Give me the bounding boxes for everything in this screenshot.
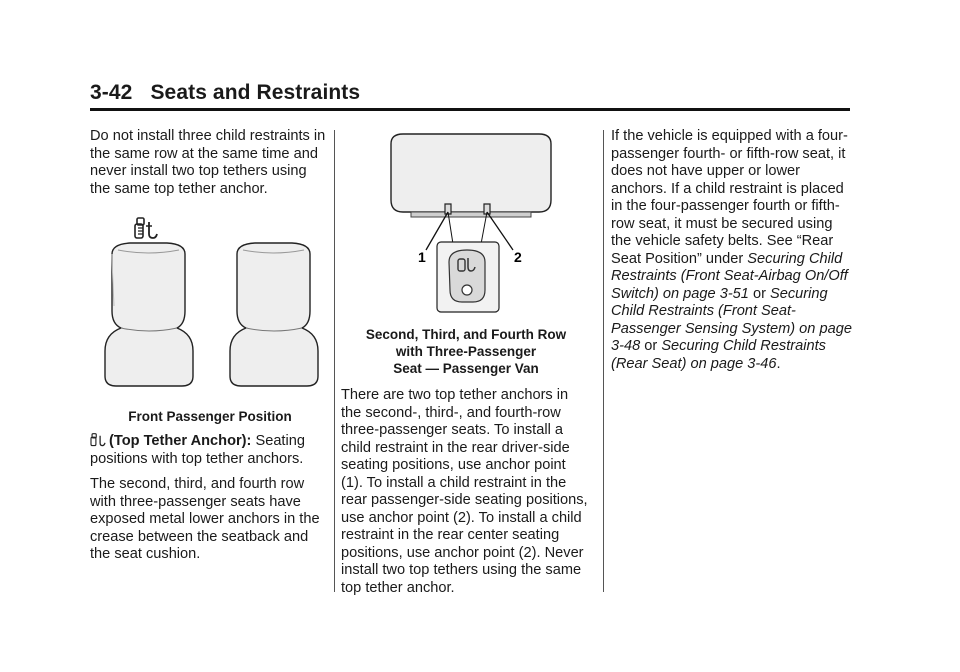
caption-line-2: with Three-Passenger — [395, 344, 537, 359]
tether-text: Seating positions with top tether anchors. — [90, 433, 305, 467]
top-tether-anchor-icon — [135, 218, 157, 238]
col3-text-4: . — [776, 355, 781, 372]
cross-reference-link-3[interactable]: Securing Child Restraints (Rear Seat) on page 3-46 — [611, 338, 826, 372]
col1-paragraph-3: The second, third, and fourth row with three-passenger seats have exposed metal lower anchors in the crease between the seatback and the seat cushion. — [90, 476, 320, 562]
callout-1: 1 — [418, 249, 426, 265]
column-divider-1 — [334, 130, 335, 592]
column-divider-2 — [603, 130, 604, 592]
col3-text-2: or — [748, 285, 771, 302]
section-title: Seats and Restraints — [150, 81, 361, 104]
header-text — [90, 80, 850, 106]
header-rule — [90, 108, 850, 111]
left-seat-shape — [105, 243, 193, 386]
caption-line-1: Second, Third, and Fourth Row — [365, 327, 567, 342]
tether-anchor-paragraph — [90, 433, 330, 468]
top-tether-anchor-icon — [90, 433, 106, 447]
front-passenger-figure — [90, 206, 330, 396]
cross-reference-link-1[interactable]: Securing Child Restraints (Front Seat-Airbag On/Off Switch) on page 3-51 — [611, 250, 848, 302]
front-passenger-caption: Front Passenger Position — [128, 409, 292, 424]
cross-reference-link-2[interactable]: Securing Child Restraints (Front Seat-Passenger Sensing System) on page 3-48 — [611, 285, 852, 354]
callout-2: 2 — [514, 249, 522, 265]
col3-paragraph-1 — [611, 128, 856, 373]
page-number: 3-42 — [90, 81, 133, 104]
col1-paragraph-1: Do not install three child restraints in the same row at the same time and never install two top tethers using the same top tether anchor. — [90, 128, 326, 197]
col2-paragraph-1: There are two top tether anchors in the second-, third-, and fourth-row three-passenger seats. To install a child restraint in the rear driver-side seating positions, use anchor point (1). To install a child restraint in the rear passenger-side seating positions, use anchor point (2). To install a child restraint in the rear center seating positions, use anchor point (2). Never install two top tethers using the same top tether anchor. — [341, 387, 588, 596]
column-3 — [611, 128, 856, 381]
page-header — [90, 80, 850, 111]
col3-text-1: If the vehicle is equipped with a four-passenger fourth- or fifth-row seat, it does not have upper or lower anchors. If a child restraint is placed in the four-passenger fourth or fifth-row seat, it must be secured using the vehicle safety belts. See “Rear Seat Position” under — [611, 128, 848, 267]
col3-text-3: or — [640, 338, 662, 354]
caption-line-3: Seat — Passenger Van — [393, 361, 539, 376]
right-seat-shape — [230, 243, 318, 386]
rear-seat-anchor-figure — [341, 132, 591, 322]
tether-label: (Top Tether Anchor): — [109, 433, 252, 449]
rear-seat-back-shape — [391, 134, 551, 217]
column-1 — [90, 128, 330, 572]
tether-anchor-detail — [437, 242, 499, 312]
rear-seat-caption — [341, 326, 591, 377]
column-2 — [341, 132, 591, 605]
